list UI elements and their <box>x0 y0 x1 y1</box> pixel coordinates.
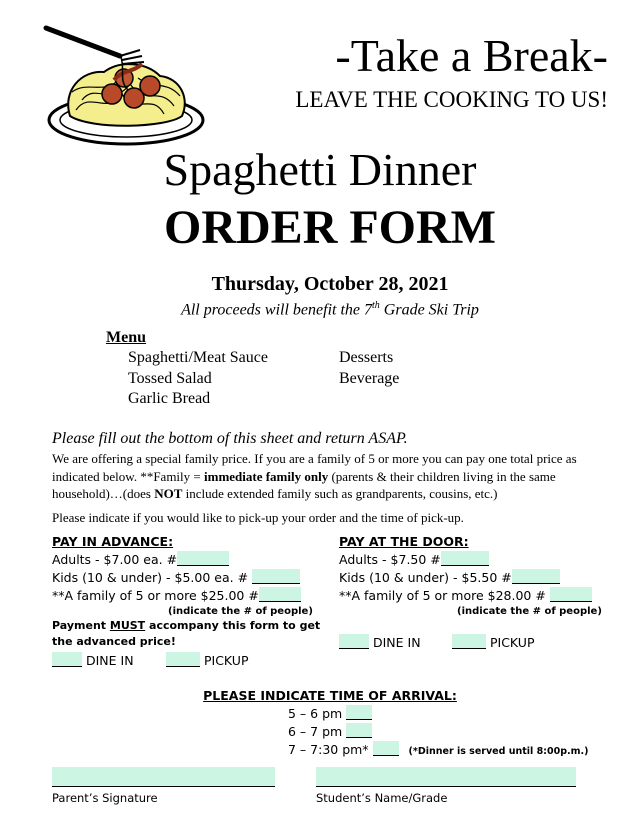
advance-family-row: **A family of 5 or more $25.00 # <box>52 587 332 605</box>
door-family-row: **A family of 5 or more $28.00 # <box>339 587 609 605</box>
arrival-slot-row: 5 – 6 pm <box>288 705 588 723</box>
form-subtitle: ORDER FORM <box>164 201 496 254</box>
arrival-slot1-field[interactable] <box>346 705 372 720</box>
event-date: Thursday, October 28, 2021 <box>211 273 449 295</box>
advance-payment-note: Payment MUST accompany this form to get the advanced price! <box>52 619 321 648</box>
door-kids-row: Kids (10 & under) - $5.50 # <box>339 569 609 587</box>
advance-adults-row: Adults - $7.00 ea. # <box>52 551 332 569</box>
door-kids-field[interactable] <box>512 569 560 584</box>
advance-pickup-row: PICKUP <box>166 652 249 670</box>
advance-kids-field[interactable] <box>252 569 300 584</box>
arrival-slots <box>288 705 588 761</box>
advance-pickup-field[interactable] <box>166 652 200 667</box>
pickup-instructions: Please indicate if you would like to pick-up your order and the time of pick-up. <box>52 510 464 525</box>
menu-item: Desserts <box>339 349 394 366</box>
form-title: Spaghetti Dinner <box>163 144 477 195</box>
student-name-field[interactable] <box>316 767 576 787</box>
door-dine-in-row: DINE IN <box>339 634 421 652</box>
menu-heading: Menu <box>106 329 146 346</box>
door-family-field[interactable] <box>550 587 592 602</box>
instructions-paragraph: We are offering a special family price. If you are a family of 5 or more you can pay one total price as indicated below. **Family = immediate family only (parents & their children living in the same household)…(does NOT include extended family such as grandparents, cousins, etc.) <box>52 451 577 501</box>
advance-family-note: (indicate the # of people) <box>168 606 313 617</box>
door-dine-in-field[interactable] <box>339 634 369 649</box>
arrival-note: (*Dinner is served until 8:00p.m.) <box>408 746 589 757</box>
door-pickup-row: PICKUP <box>452 634 535 652</box>
parent-signature-field[interactable] <box>52 767 275 787</box>
advance-kids-row: Kids (10 & under) - $5.00 ea. # <box>52 569 332 587</box>
menu-item: Tossed Salad <box>128 369 212 387</box>
menu-item: Spaghetti/Meat Sauce <box>128 349 268 366</box>
pay-at-door-section <box>339 533 609 618</box>
student-name-label: Student’s Name/Grade <box>316 791 448 805</box>
door-adults-field[interactable] <box>441 551 489 566</box>
arrival-slot2-field[interactable] <box>346 723 372 738</box>
menu-left-list <box>128 348 268 410</box>
arrival-slot3-field[interactable] <box>373 741 399 756</box>
menu-item: Garlic Bread <box>128 390 211 407</box>
menu-item: Beverage <box>339 369 400 387</box>
advance-adults-field[interactable] <box>177 551 229 566</box>
instructions-headline: Please fill out the bottom of this sheet and return ASAP. <box>52 430 408 447</box>
parent-signature-label: Parent’s Signature <box>52 791 158 805</box>
advance-family-field[interactable] <box>259 587 301 602</box>
advance-heading: PAY IN ADVANCE: <box>52 534 174 549</box>
proceeds-note: All proceeds will benefit the 7th Grade Ski Trip <box>181 300 479 319</box>
advance-dine-in-row: DINE IN <box>52 652 134 670</box>
door-pickup-field[interactable] <box>452 634 486 649</box>
arrival-slot-row: 7 – 7:30 pm* (*Dinner is served until 8:00p.m.) <box>288 742 589 757</box>
menu-right-list <box>339 348 399 389</box>
door-heading: PAY AT THE DOOR: <box>339 534 469 549</box>
arrival-slot-row: 6 – 7 pm <box>288 723 588 741</box>
pay-in-advance-section <box>52 533 332 650</box>
header-subtitle: LEAVE THE COOKING TO US! <box>295 87 608 112</box>
door-family-note: (indicate the # of people) <box>457 606 602 617</box>
spaghetti-plate-illustration <box>42 20 210 150</box>
arrival-heading: PLEASE INDICATE TIME OF ARRIVAL: <box>203 688 457 703</box>
door-adults-row: Adults - $7.50 # <box>339 551 609 569</box>
advance-dine-in-field[interactable] <box>52 652 82 667</box>
header-title: -Take a Break- <box>335 30 608 81</box>
